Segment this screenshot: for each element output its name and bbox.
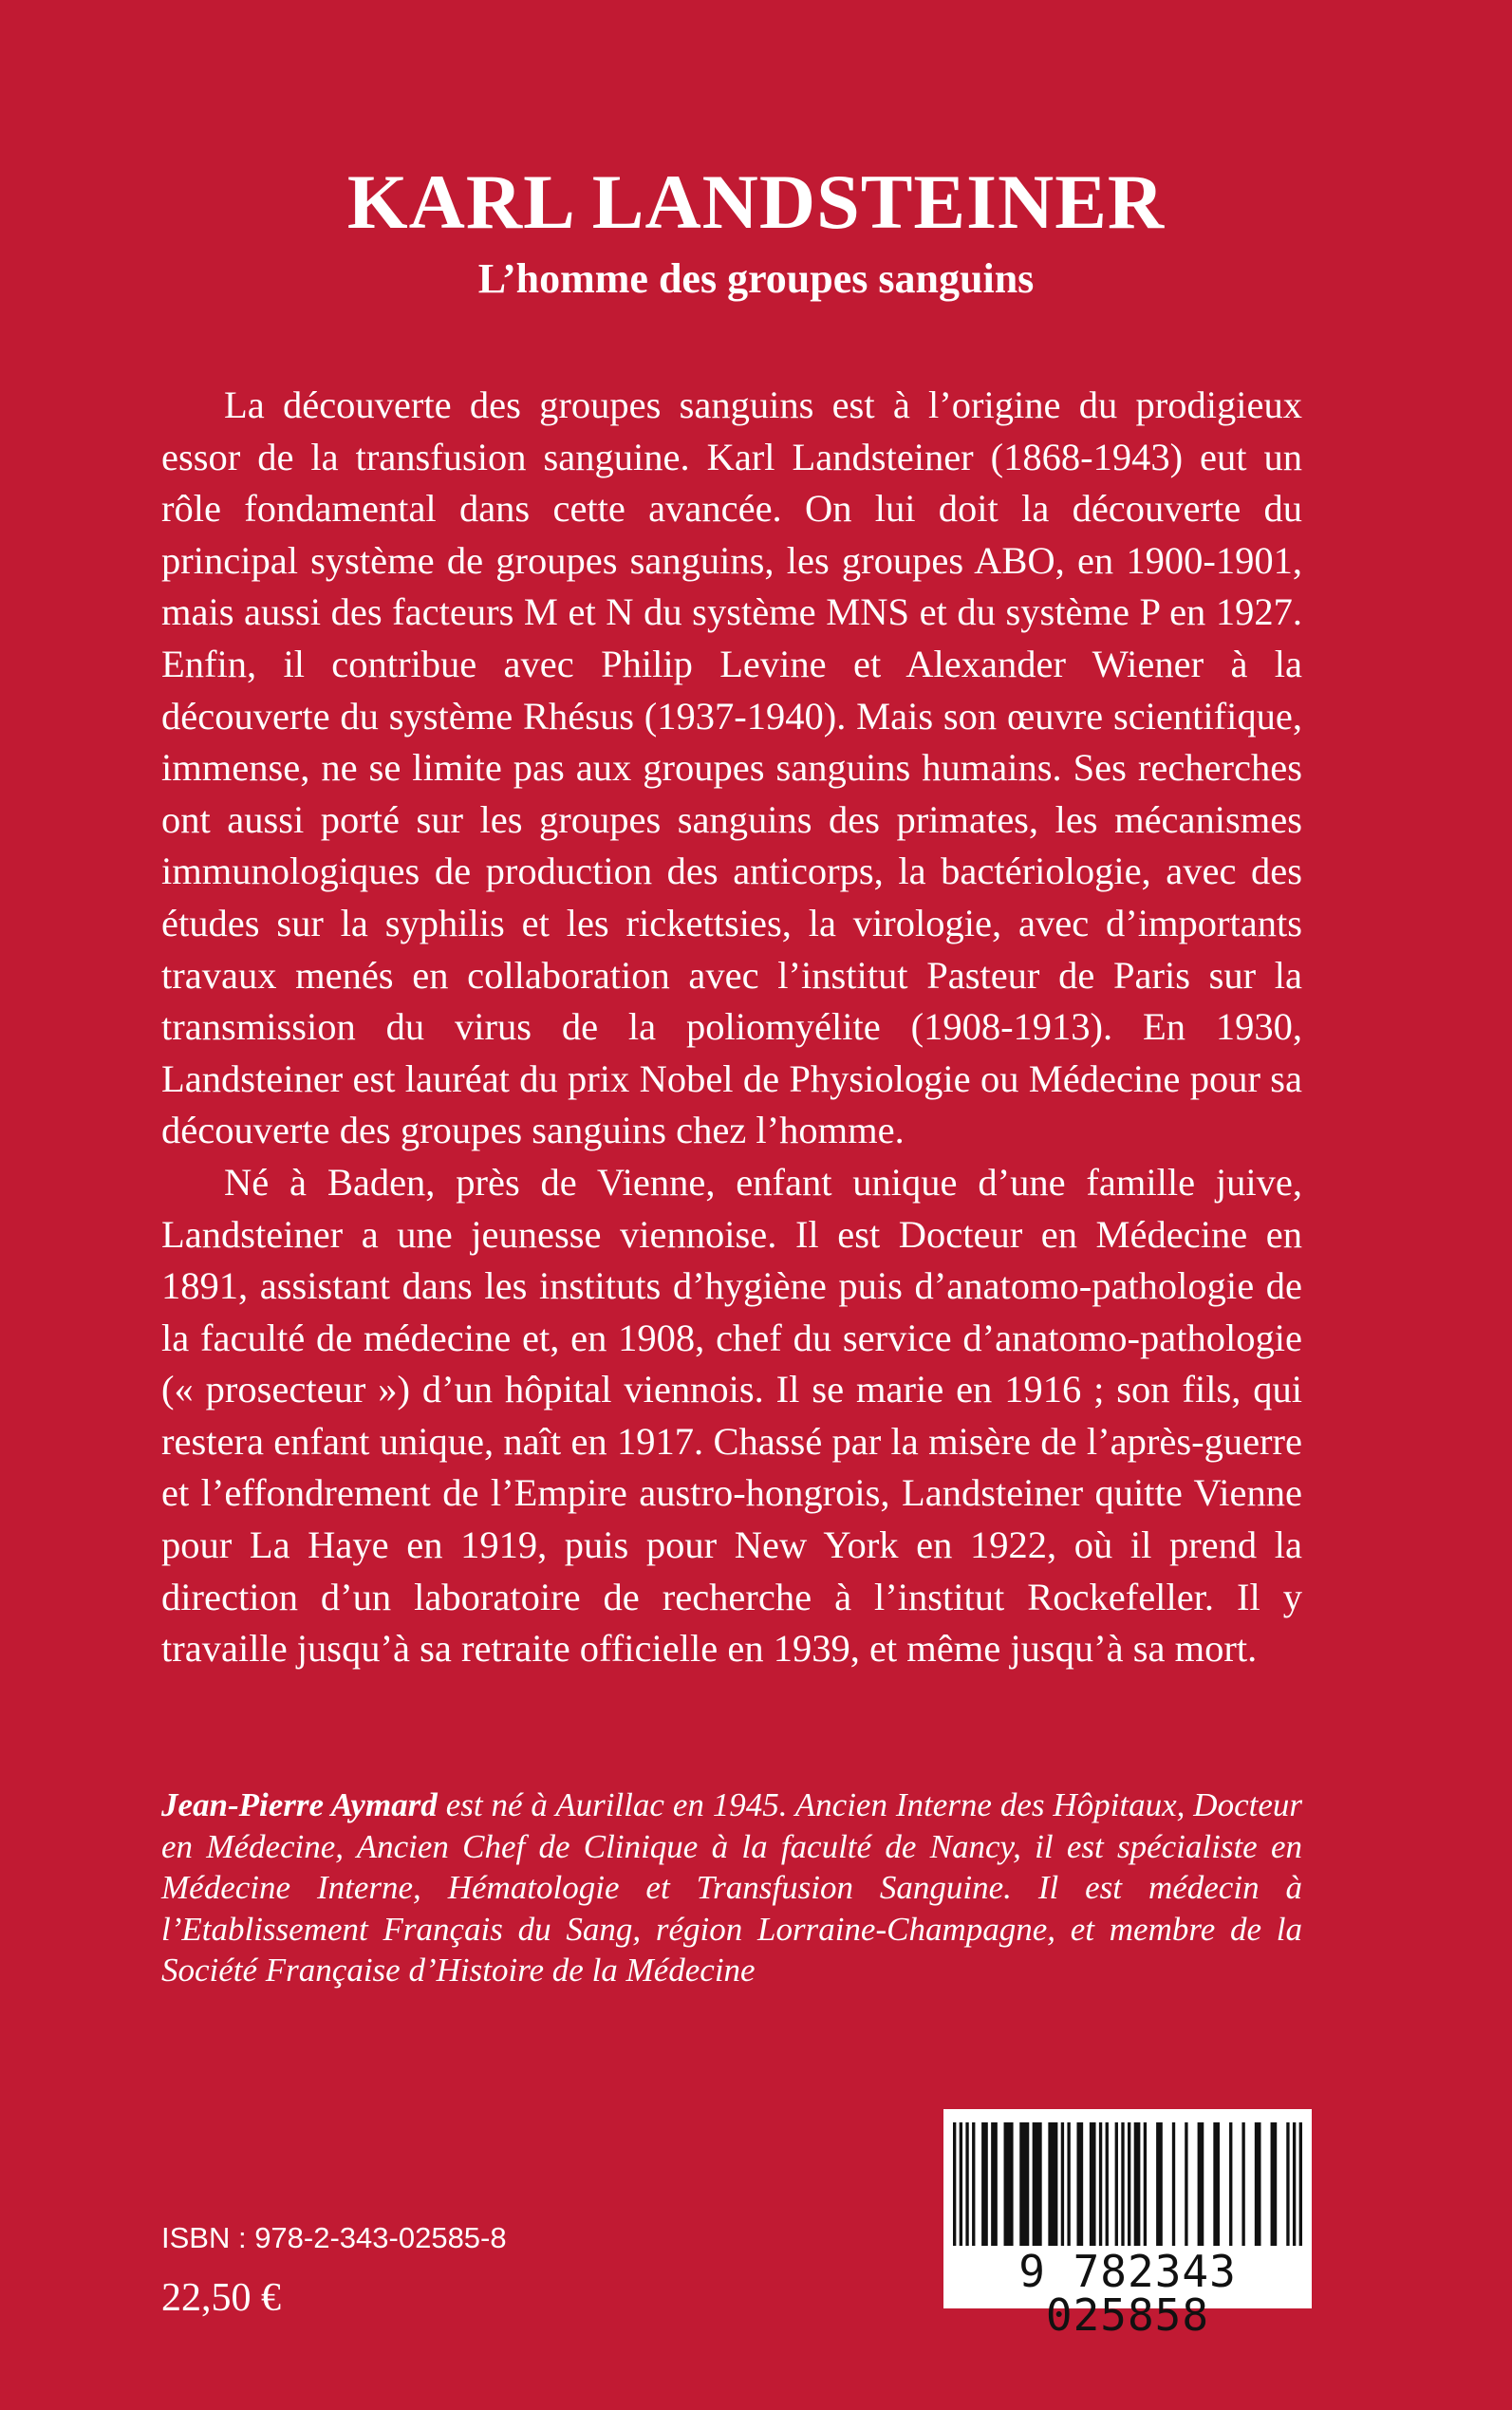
barcode-bar [1106, 2122, 1109, 2246]
barcode-bar [972, 2122, 975, 2246]
isbn: ISBN : 978-2-343-02585-8 [161, 2221, 507, 2254]
barcode-bar [1255, 2122, 1261, 2246]
barcode-bar [1185, 2122, 1187, 2246]
blurb [161, 380, 1302, 1675]
barcode-bar [1241, 2122, 1244, 2246]
barcode-bar [1019, 2122, 1029, 2246]
price: 22,50 € [161, 2276, 281, 2320]
barcode-bar [960, 2122, 962, 2246]
barcode-bar [1067, 2122, 1070, 2246]
barcode-bar [1299, 2122, 1302, 2246]
barcode-bar [1172, 2122, 1175, 2246]
barcode-bar [991, 2122, 998, 2246]
author-bio [161, 1784, 1302, 1991]
barcode-bar [965, 2122, 968, 2246]
barcode-bar [1033, 2122, 1042, 2246]
blurb-paragraph-1: La découverte des groupes sanguins est à l’origine du prodigieux essor de la transfusion sanguine. Karl Landsteiner (1868-1943) eut un rôle fondamental dans cette avancée. On lui doit la découverte du principal système de groupes sanguins, les groupes ABO, en 1900-1901, mais aussi des facteurs M et N du système MNS et du système P en 1927. Enfin, il contribue avec Philip Levine et Alexander Wiener à la découverte du système Rhésus (1937-1940). Mais son œuvre scientifique, immense, ne se limite pas aux groupes sanguins humains. Ses recherches ont aussi porté sur les groupes sanguins des primates, les mécanismes immunologiques de production des anticorps, la bactériologie, avec des études sur la syphilis et les rickettsies, la virologie, avec d’importants travaux menés en collaboration avec l’institut Pasteur de Paris sur la transmission du virus de la poliomyélite (1908-1913). En 1930, Landsteiner est lauréat du prix Nobel de Physiologie ou Médecine pour sa découverte des groupes sanguins chez l’homme. [161, 383, 1302, 1152]
barcode-bar [1134, 2122, 1141, 2246]
barcode-bar [1076, 2122, 1083, 2246]
barcode-bar [1229, 2122, 1232, 2246]
barcode-bar [981, 2122, 988, 2246]
barcode-bar [1061, 2122, 1064, 2246]
barcode-digits: 9 782343 025858 [1018, 2246, 1237, 2341]
author-bio-paragraph [161, 1784, 1302, 1991]
barcode-bar [1286, 2122, 1289, 2246]
book-subtitle: L’homme des groupes sanguins [477, 255, 1035, 302]
blurb-paragraph-2: Né à Baden, près de Vienne, enfant unique d’une famille juive, Landsteiner a une jeunesse viennoise. Il est Docteur en Médecine en 1891, assistant dans les instituts d’hygiène puis d’anatomo-pathologie de la faculté de médecine et, en 1908, chef du service d’anatomo-pathologie (« prosecteur ») d’un hôpital viennois. Il se marie en 1916 ; son fils, qui restera enfant unique, naît en 1917. Chassé par la misère de l’après-guerre et l’effondrement de l’Empire austro-hongrois, Landsteiner quitte Vienne pour La Haye en 1919, puis pour New York en 1922, où il prend la direction d’un laboratoire de recherche à l’institut Rockefeller. Il y travaille jusqu’à sa retraite officielle en 1939, et même jusqu’à sa mort. [161, 1160, 1302, 1671]
barcode-bar [1090, 2122, 1096, 2246]
barcode-bar [953, 2122, 956, 2246]
barcode-bar [1144, 2122, 1147, 2246]
author-name: Jean-Pierre Aymard [161, 1786, 438, 1823]
barcode-bar [1156, 2122, 1163, 2246]
barcode-bar [1293, 2122, 1296, 2246]
barcode-bar [1099, 2122, 1102, 2246]
barcode [943, 2109, 1312, 2341]
author-bio-text: est né à Aurillac en 1945. Ancien Interne des Hôpitaux, Docteur en Médecine, Ancien Chef de Clinique à la faculté de Nancy, il est spécialiste en Médecine Interne, Hématologie et Transfusion Sanguine. Il est médecin à l’Etablissement Français du Sang, région Lorraine-Champagne, et membre de la Société Française d’Histoire de la Médecine [161, 1786, 1302, 1989]
barcode-bars [953, 2122, 1302, 2246]
barcode-bar [1213, 2122, 1220, 2246]
barcode-bar [1271, 2122, 1278, 2246]
barcode-bar [1115, 2122, 1118, 2246]
barcode-bar [1048, 2122, 1057, 2246]
barcode-bar [1198, 2122, 1204, 2246]
barcode-bar [1004, 2122, 1014, 2246]
book-title: KARL LANDSTEINER [346, 159, 1166, 245]
barcode-bar [1121, 2122, 1124, 2246]
barcode-bar [1128, 2122, 1130, 2246]
